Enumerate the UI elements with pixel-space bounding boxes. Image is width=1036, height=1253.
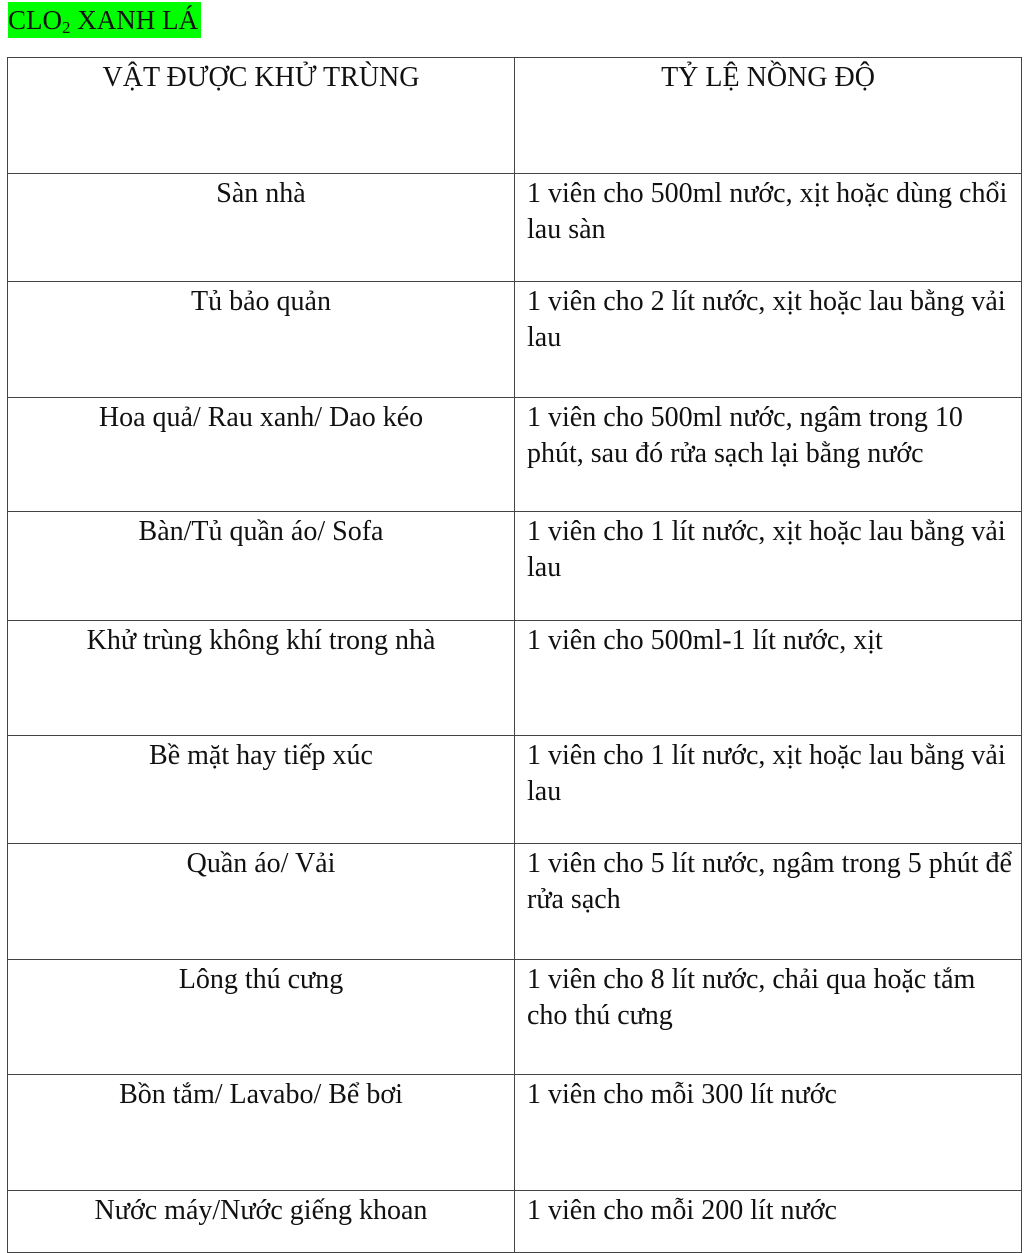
ratio-cell: 1 viên cho mỗi 300 lít nước [515,1075,1022,1191]
header-item: VẬT ĐƯỢC KHỬ TRÙNG [8,58,515,174]
ratio-cell: 1 viên cho 1 lít nước, xịt hoặc lau bằng vải lau [515,512,1022,621]
table-row [8,1075,1022,1191]
table-row [8,960,1022,1075]
title-prefix: CLO [8,5,62,35]
item-cell: Bề mặt hay tiếp xúc [8,736,515,844]
ratio-cell: 1 viên cho 5 lít nước, ngâm trong 5 phút để rửa sạch [515,844,1022,960]
item-cell: Bồn tắm/ Lavabo/ Bể bơi [8,1075,515,1191]
ratio-cell: 1 viên cho 500ml nước, xịt hoặc dùng chổi lau sàn [515,174,1022,282]
table-header-row [8,58,1022,174]
table-row [8,1191,1022,1253]
ratio-cell: 1 viên cho 1 lít nước, xịt hoặc lau bằng vải lau [515,736,1022,844]
table-row [8,398,1022,512]
ratio-cell: 1 viên cho 2 lít nước, xịt hoặc lau bằng vải lau [515,282,1022,398]
title-subscript: 2 [62,18,71,37]
item-cell: Tủ bảo quản [8,282,515,398]
item-cell: Sàn nhà [8,174,515,282]
item-cell: Hoa quả/ Rau xanh/ Dao kéo [8,398,515,512]
item-cell: Lông thú cưng [8,960,515,1075]
table-row [8,282,1022,398]
title-suffix: XANH LÁ [70,5,198,35]
item-cell: Quần áo/ Vải [8,844,515,960]
ratio-cell: 1 viên cho 500ml-1 lít nước, xịt [515,621,1022,736]
table-row [8,621,1022,736]
table-row [8,174,1022,282]
disinfection-table [7,57,1022,1253]
header-ratio: TỶ LỆ NỒNG ĐỘ [515,58,1022,174]
item-cell: Bàn/Tủ quần áo/ Sofa [8,512,515,621]
ratio-cell: 1 viên cho 500ml nước, ngâm trong 10 phút, sau đó rửa sạch lại bằng nước [515,398,1022,512]
document-title [8,2,201,38]
item-cell: Nước máy/Nước giếng khoan [8,1191,515,1253]
table-row [8,512,1022,621]
item-cell: Khử trùng không khí trong nhà [8,621,515,736]
ratio-cell: 1 viên cho 8 lít nước, chải qua hoặc tắm cho thú cưng [515,960,1022,1075]
table-row [8,844,1022,960]
ratio-cell: 1 viên cho mỗi 200 lít nước [515,1191,1022,1253]
table-row [8,736,1022,844]
